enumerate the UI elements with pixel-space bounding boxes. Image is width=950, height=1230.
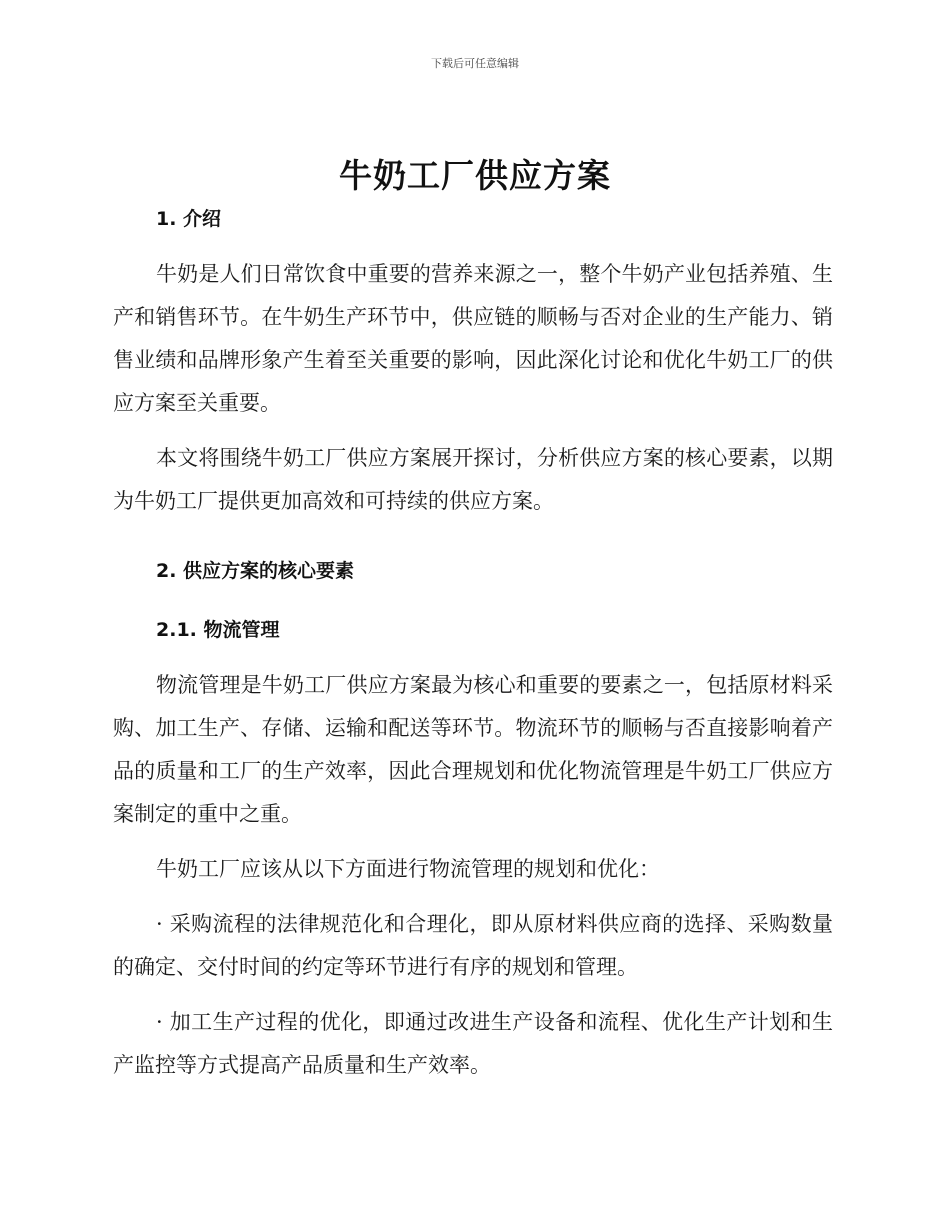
paragraph-logistics-2: 牛奶工厂应该从以下方面进行物流管理的规划和优化： [156, 857, 660, 881]
paragraph-logistics-1: 物流管理是牛奶工厂供应方案最为核心和重要的要素之一，包括原材料采购、加工生产、存储、运输和配送等环节。物流环节的顺畅与否直接影响着产品的质量和工厂的生产效率，因此合理规划和优化物流管理是牛奶工厂供应方案制定的重中之重。 [113, 673, 833, 826]
bullet-item-production: · 加工生产过程的优化，即通过改进生产设备和流程、优化生产计划和生产监控等方式提高产品质量和生产效率。 [113, 1010, 833, 1077]
subsection-heading-logistics: 2.1. 物流管理 [156, 619, 280, 641]
document-body [113, 200, 833, 1087]
section-heading-intro: 1. 介绍 [156, 208, 222, 230]
header-note: 下载后可任意编辑 [431, 57, 519, 70]
paragraph-intro-2: 本文将围绕牛奶工厂供应方案展开探讨，分析供应方案的核心要素，以期为牛奶工厂提供更加高效和可持续的供应方案。 [113, 446, 833, 513]
paragraph-intro-1: 牛奶是人们日常饮食中重要的营养来源之一，整个牛奶产业包括养殖、生产和销售环节。在牛奶生产环节中，供应链的顺畅与否对企业的生产能力、销售业绩和品牌形象产生着至关重要的影响，因此深化讨论和优化牛奶工厂的供应方案至关重要。 [113, 262, 833, 415]
bullet-item-procurement: · 采购流程的法律规范化和合理化，即从原材料供应商的选择、采购数量的确定、交付时间的约定等环节进行有序的规划和管理。 [113, 912, 833, 979]
section-heading-core: 2. 供应方案的核心要素 [156, 560, 355, 582]
document-title: 牛奶工厂供应方案 [339, 156, 611, 195]
